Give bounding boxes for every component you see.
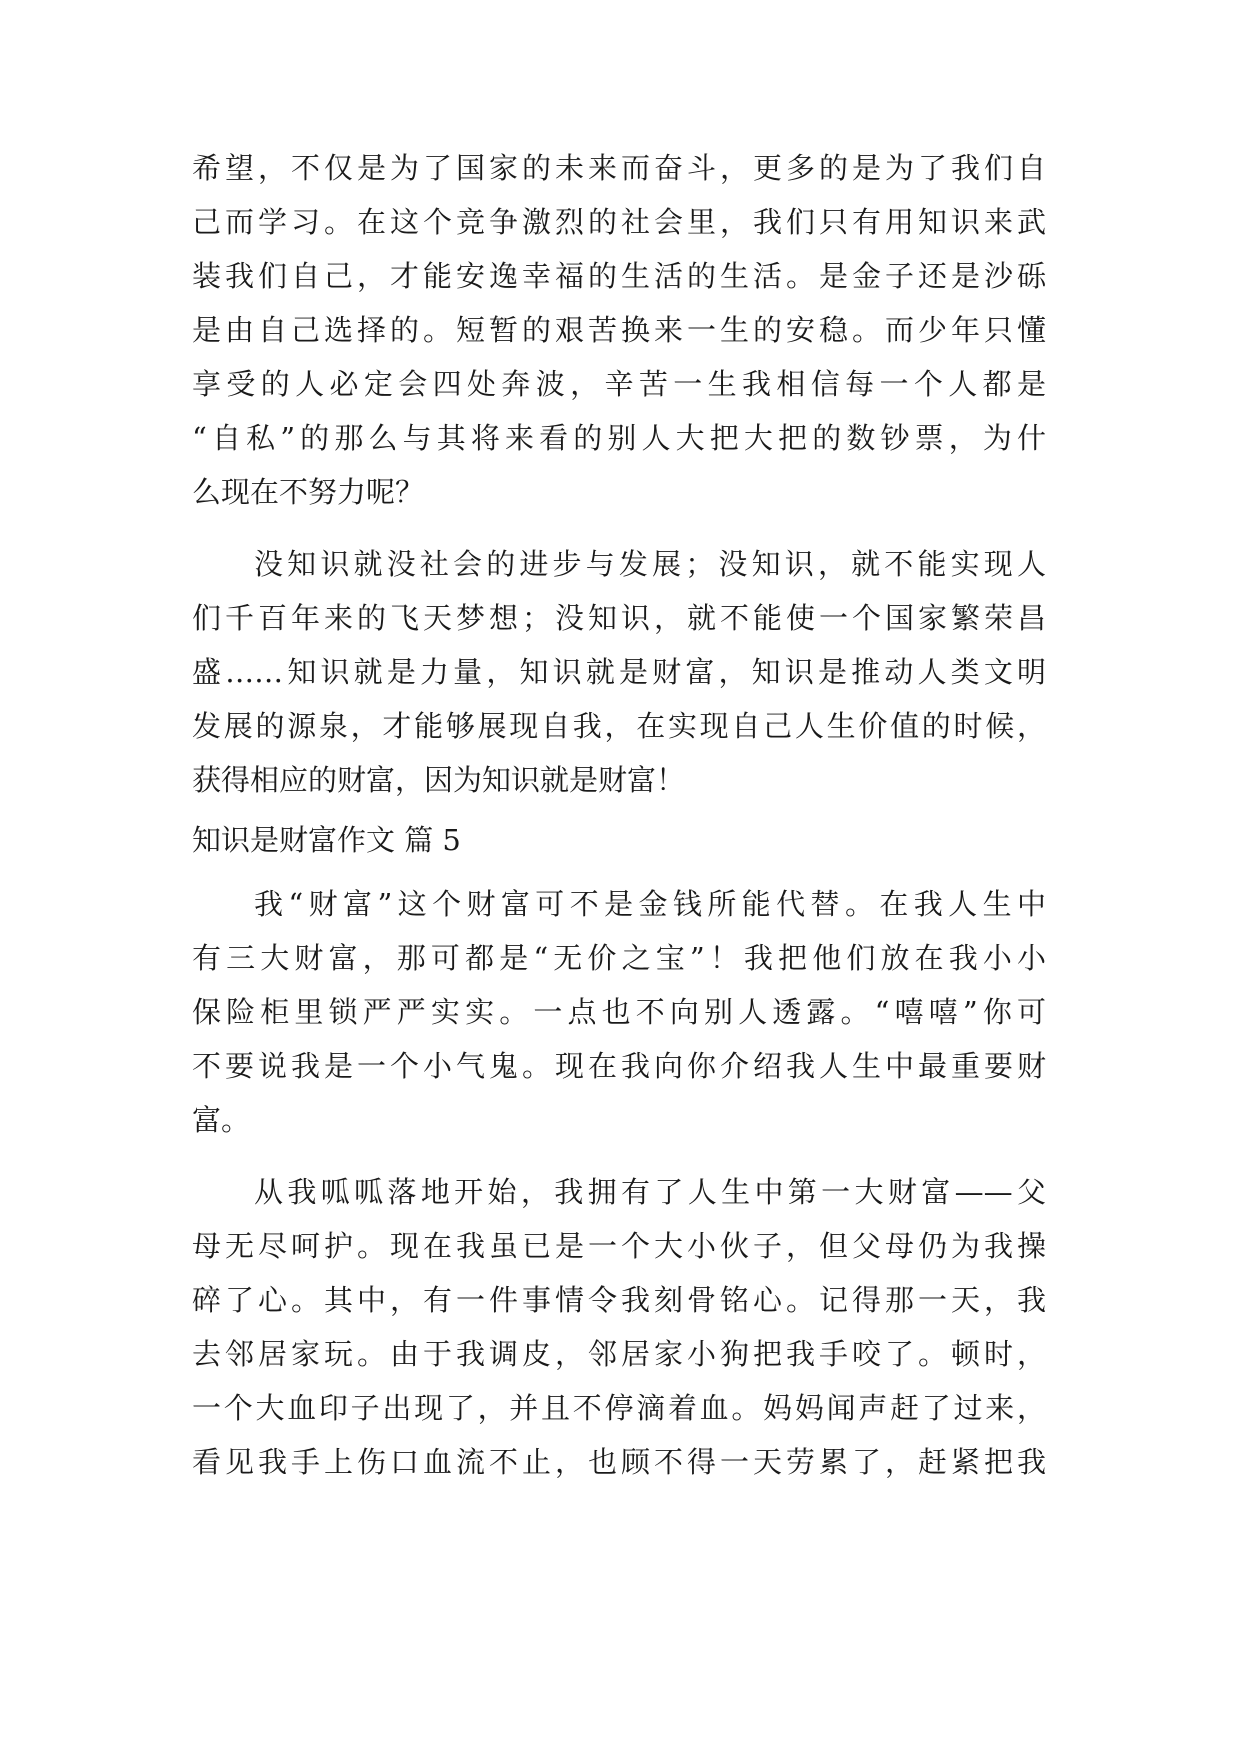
text-line: 有三大财富，那可都是“无价之宝”！我把他们放在我小小 — [192, 941, 1046, 975]
section-heading: 知识是财富作文 篇 5 — [192, 823, 461, 857]
text-line: 己而学习。在这个竞争激烈的社会里，我们只有用知识来武 — [192, 205, 1046, 239]
text-line: 不要说我是一个小气鬼。现在我向你介绍我人生中最重要财 — [192, 1049, 1046, 1083]
text-line: 们千百年来的飞天梦想；没知识，就不能使一个国家繁荣昌 — [192, 601, 1046, 635]
text-line: 发展的源泉，才能够展现自我，在实现自己人生价值的时候， — [192, 709, 1046, 743]
text-line: 去邻居家玩。由于我调皮，邻居家小狗把我手咬了。顿时， — [192, 1337, 1046, 1371]
text-line: 富。 — [192, 1103, 251, 1137]
text-line: 盛……知识就是力量，知识就是财富，知识是推动人类文明 — [192, 655, 1046, 689]
text-line: 保险柜里锁严严实实。一点也不向别人透露。“嘻嘻”你可 — [192, 995, 1046, 1029]
text-line: 希望，不仅是为了国家的未来而奋斗，更多的是为了我们自 — [192, 151, 1046, 185]
text-line: 享受的人必定会四处奔波，辛苦一生我相信每一个人都是 — [192, 367, 1046, 401]
text-line: 是由自己选择的。短暂的艰苦换来一生的安稳。而少年只懂 — [192, 313, 1046, 347]
text-line: 我“财富”这个财富可不是金钱所能代替。在我人生中 — [254, 887, 1046, 921]
text-line: 装我们自己，才能安逸幸福的生活的生活。是金子还是沙砾 — [192, 259, 1046, 293]
text-line: 没知识就没社会的进步与发展；没知识，就不能实现人 — [254, 547, 1046, 581]
text-line: “自私”的那么与其将来看的别人大把大把的数钞票，为什 — [192, 421, 1046, 455]
text-line: 获得相应的财富，因为知识就是财富！ — [192, 763, 686, 797]
text-line: 看见我手上伤口血流不止，也顾不得一天劳累了，赶紧把我 — [192, 1445, 1046, 1479]
text-line: 么现在不努力呢？ — [192, 475, 425, 509]
text-line: 一个大血印子出现了，并且不停滴着血。妈妈闻声赶了过来， — [192, 1391, 1046, 1425]
text-line: 母无尽呵护。现在我虽已是一个大小伙子，但父母仍为我操 — [192, 1229, 1046, 1263]
text-line: 从我呱呱落地开始，我拥有了人生中第一大财富——父 — [254, 1175, 1046, 1209]
text-line: 碎了心。其中，有一件事情令我刻骨铭心。记得那一天，我 — [192, 1283, 1046, 1317]
